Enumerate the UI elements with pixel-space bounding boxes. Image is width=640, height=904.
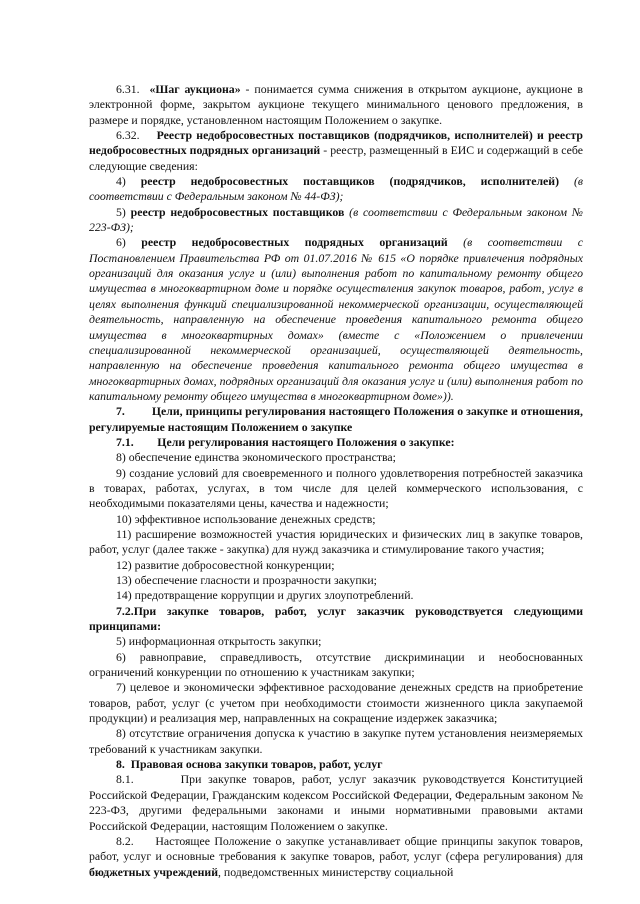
section-number: 7. bbox=[116, 404, 125, 419]
goal-item-9: 9) создание условий для своевременного и полного удовлетворения потребностей заказчика в товарах, работах, услугах, в том числе для целей коммерческого использования, с необходимыми показателями цены, качества и надежности; bbox=[89, 465, 583, 511]
section-8-heading bbox=[89, 757, 583, 772]
goal-item-10: 10) эффективное использование денежных средств; bbox=[116, 511, 376, 526]
paragraph-8-2 bbox=[89, 834, 583, 880]
item-reference: (в соответствии с Постановлением Правительства РФ от 01.07.2016 № 615 «О порядке привлечения подрядных организаций для оказания услуг и (или) выполнения работ по капитальному ремонту общего имущества в многоквартирном доме и порядке осуществления закупок товаров, работ, услуг в целях выполнения функций специализированной некоммерческой организации, осуществляющей деятельность, направленную на обеспечение проведения капитального ремонта общего имущества в многоквартирных домах» (вместе с «Положением о привлечении специализированной некоммерческой организацией, осуществляющей деятельность, направленную на обеспечение проведения капитального ремонта общего имущества в многоквартирных домах, подрядных организаций для оказания услуг и (или) выполнения работ по капитальному ремонту общего имущества в многоквартирном доме»)). bbox=[89, 235, 584, 403]
clause-number: 6.31. bbox=[116, 82, 140, 96]
term-registry: Реестр недобросовестных поставщиков (подрядчиков, исполнителей) и реестр недобросовестных подрядных организаций bbox=[89, 128, 583, 158]
term-budget-institutions: бюджетных учреждений bbox=[89, 864, 218, 879]
item-number: 4) bbox=[116, 174, 126, 189]
paragraph-6-32 bbox=[89, 128, 583, 174]
definition-text: - понимается сумма снижения в открытом аукционе, аукционе в электронной форме, закрытом аукционе текущего минимального ценового предложения, в размере и порядке, установленном настоящим Положением о закупке. bbox=[89, 82, 583, 127]
goal-item-13: 13) обеспечение гласности и прозрачности закупки; bbox=[116, 573, 377, 587]
goal-item-12: 12) развитие добросовестной конкуренции; bbox=[116, 557, 335, 572]
section-number: 7.1. bbox=[116, 434, 134, 449]
goal-item-8: 8) обеспечение единства экономического пространства; bbox=[116, 450, 396, 465]
clause-number: 8.2. bbox=[116, 833, 134, 848]
subsection-7-2-heading: 7.2.При закупке товаров, работ, услуг заказчик руководствуется следующими принципами: bbox=[89, 603, 583, 634]
principle-item-8: 8) отсутствие ограничения допуска к участию в закупке путем установления неизмеряемых требований к участникам закупки. bbox=[89, 726, 583, 756]
goal-item-14: 14) предотвращение коррупции и других злоупотреблений. bbox=[116, 588, 414, 603]
list-item-5 bbox=[89, 205, 583, 236]
item-reference: (в соответствии с Федеральным законом № 44-ФЗ); bbox=[89, 174, 584, 204]
item-reference: (в соответствии с Федеральным законом № 223-ФЗ); bbox=[89, 204, 583, 235]
clause-number: 8.1. bbox=[116, 772, 134, 787]
definition-text: - реестр, размещенный в ЕИС и содержащий в себе следующие сведения: bbox=[89, 143, 583, 173]
clause-number: 6.32. bbox=[116, 128, 140, 143]
list-item-4 bbox=[89, 174, 583, 205]
section-title: Правовая основа закупки товаров, работ, услуг bbox=[130, 757, 383, 772]
paragraph-text: При закупке товаров, работ, услуг заказчик руководствуется Конституцией Российской Федерации, Гражданским кодексом Российской Федерации, Федеральным законом № 223-ФЗ, другими федеральными законами и иными нормативными правовыми актами Российской Федерации, настоящим Положением о закупке. bbox=[89, 772, 583, 833]
paragraph-tail: , подведомственных министерству социальной bbox=[218, 864, 454, 879]
goal-item-11: 11) расширение возможностей участия юридических и физических лиц в закупке товаров, работ, услуг (далее также - закупка) для нужд заказчика и стимулирование такого участия; bbox=[89, 526, 583, 557]
principle-item-7: 7) целевое и экономически эффективное расходование денежных средств на приобретение товаров, работ, услуг (с учетом при необходимости стоимости жизненного цикла закупаемой продукции) и реализация мер, направленных на сокращение издержек заказчика; bbox=[89, 680, 583, 726]
section-title: Цели регулирования настоящего Положения о закупке: bbox=[157, 434, 455, 449]
item-title: реестр недобросовестных поставщиков (подрядчиков, исполнителей) bbox=[140, 174, 560, 189]
principle-item-5: 5) информационная открытость закупки; bbox=[116, 634, 322, 649]
item-title: реестр недобросовестных поставщиков bbox=[130, 204, 345, 219]
term-auction-step: «Шаг аукциона» bbox=[149, 82, 241, 96]
item-number: 6) bbox=[116, 235, 126, 250]
item-title: реестр недобросовестных подрядных организаций bbox=[141, 235, 448, 250]
list-item-6 bbox=[89, 235, 583, 404]
subsection-7-1-heading bbox=[89, 435, 583, 450]
item-number: 5) bbox=[116, 204, 126, 219]
paragraph-8-1 bbox=[89, 772, 583, 833]
section-7-heading bbox=[89, 404, 583, 435]
paragraph-text: Настоящее Положение о закупке устанавливает общие принципы закупок товаров, работ, услуг и основные требования к закупке товаров, работ, услуг (сфера регулирования) для bbox=[89, 833, 583, 864]
principle-item-6: 6) равноправие, справедливость, отсутствие дискриминации и необоснованных ограничений конкуренции по отношению к участникам закупки; bbox=[89, 649, 583, 680]
paragraph-6-31 bbox=[89, 82, 583, 128]
section-number: 8. bbox=[116, 757, 125, 772]
section-title: Цели, принципы регулирования настоящего Положения о закупке и отношения, регулируемые настоящим Положением о закупке bbox=[89, 404, 583, 434]
